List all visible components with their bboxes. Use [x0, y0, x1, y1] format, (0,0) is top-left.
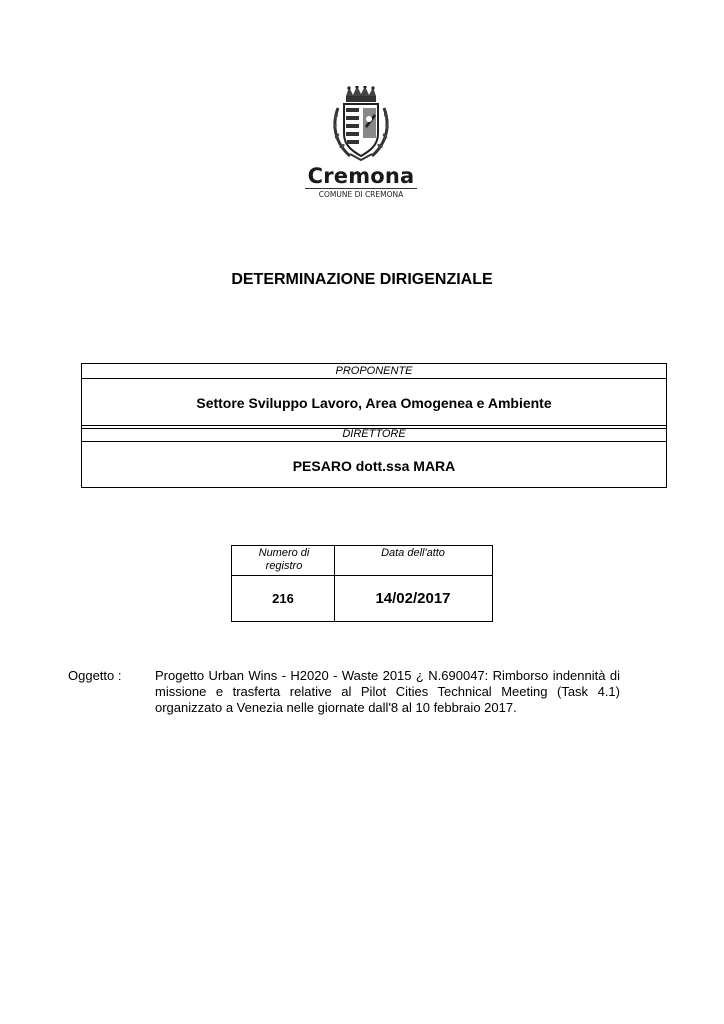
logo-subtitle: COMUNE DI CREMONA — [318, 190, 404, 199]
proponente-box — [81, 363, 667, 488]
logo-name: Cremona — [307, 164, 415, 188]
registro-box — [231, 545, 493, 622]
registro-number-value: 216 — [272, 591, 294, 606]
divider — [82, 425, 666, 426]
proponente-label: PROPONENTE — [335, 365, 413, 377]
divider — [232, 575, 492, 576]
proponente-value: Settore Sviluppo Lavoro, Area Omogenea e Ambiente — [196, 395, 552, 411]
divider — [82, 378, 666, 379]
registro-number-label: Numero di registro — [258, 547, 310, 572]
direttore-value: PESARO dott.ssa MARA — [292, 458, 456, 474]
registro-date-value: 14/02/2017 — [375, 590, 451, 607]
oggetto-label: Oggetto : — [68, 668, 122, 683]
logo-divider — [305, 188, 417, 189]
divider — [82, 441, 666, 442]
oggetto-text: Progetto Urban Wins - H2020 - Waste 2015 ¿ N.690047: Rimborso indennità di missione e trasferta relative al Pilot Cities Technical Meeting (Task 4.1) organizzato a Venezia nelle giornate dall'8 al 10 febbraio 2017. — [155, 668, 620, 715]
municipal-logo — [305, 86, 417, 200]
coat-of-arms-icon — [330, 86, 392, 162]
document-title: DETERMINAZIONE DIRIGENZIALE — [231, 271, 493, 288]
registro-date-label: Data dell'atto — [381, 547, 445, 559]
direttore-label: DIRETTORE — [342, 428, 406, 440]
